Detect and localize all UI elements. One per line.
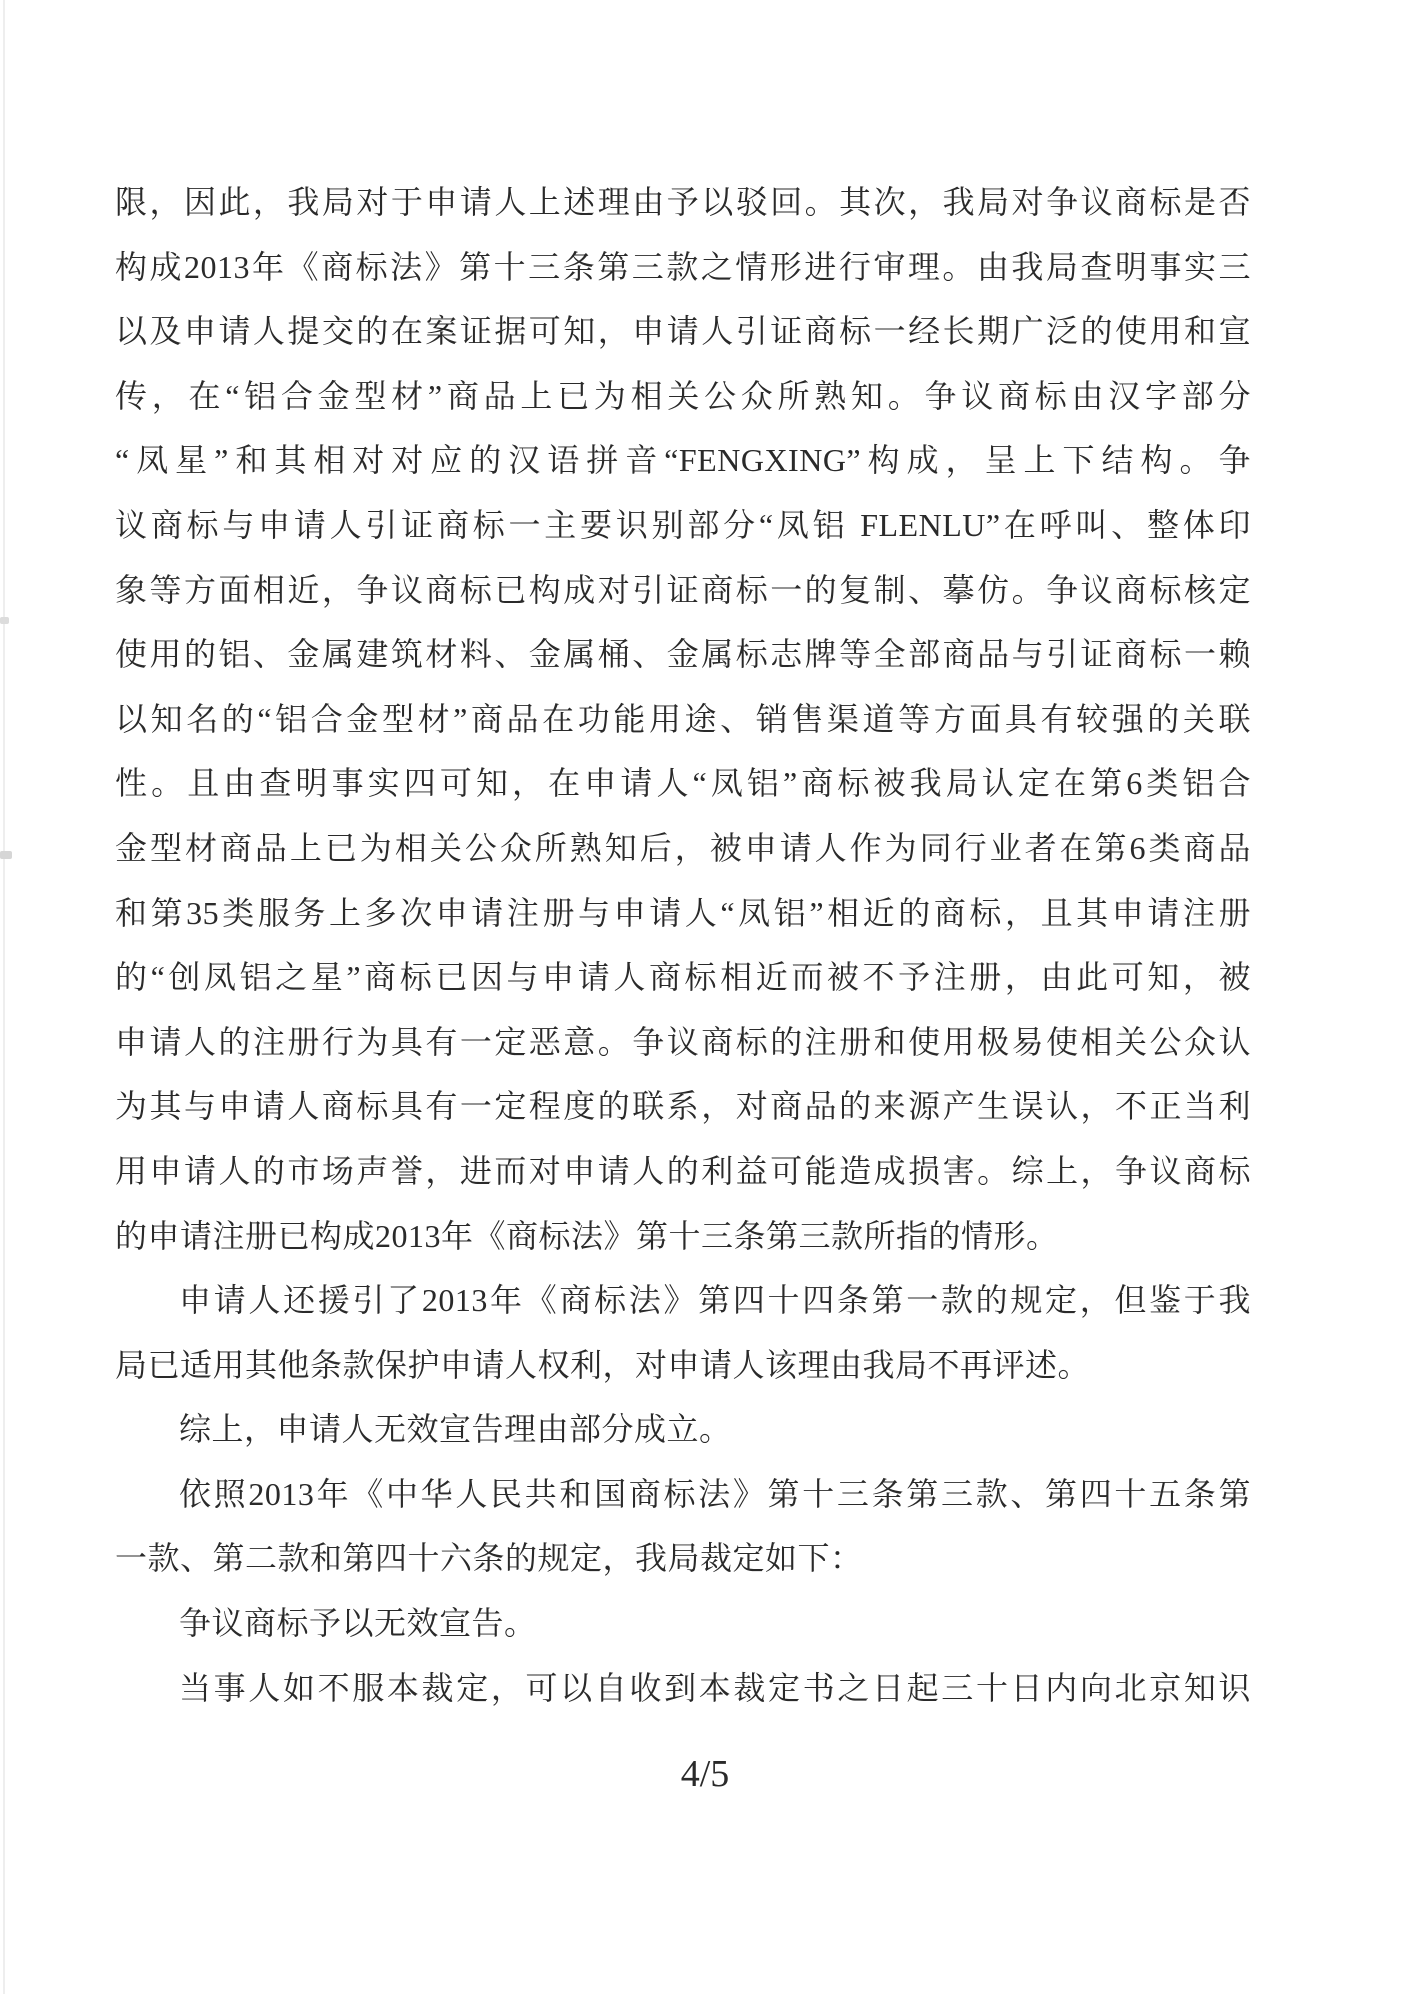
text-line: 以及申请人提交的在案证据可知，申请人引证商标一经长期广泛的使用和宣 <box>115 313 1251 350</box>
text-line: 一款、第二款和第四十六条的规定，我局裁定如下： <box>115 1540 863 1577</box>
scan-speck <box>0 617 9 624</box>
text-line: 综上，申请人无效宣告理由部分成立。 <box>179 1411 732 1448</box>
text-line: 用申请人的市场声誉，进而对申请人的利益可能造成损害。综上，争议商标 <box>115 1152 1251 1189</box>
text-line: 限，因此，我局对于申请人上述理由予以驳回。其次，我局对争议商标是否 <box>115 184 1251 220</box>
text-line: 性。且由查明事实四可知，在申请人“凤铝”商标被我局认定在第6类铝合 <box>115 765 1251 802</box>
scan-edge-artifact <box>3 0 5 1994</box>
text-line: 当事人如不服本裁定，可以自收到本裁定书之日起三十日内向北京知识 <box>179 1669 1251 1706</box>
text-line: 传，在“铝合金型材”商品上已为相关公众所熟知。争议商标由汉字部分 <box>115 377 1251 414</box>
text-line: 争议商标予以无效宣告。 <box>179 1605 537 1642</box>
text-line: 以知名的“铝合金型材”商品在功能用途、销售渠道等方面具有较强的关联 <box>115 700 1251 737</box>
text-line: 局已适用其他条款保护申请人权利，对申请人该理由我局不再评述。 <box>115 1346 1091 1383</box>
scan-speck <box>0 851 12 859</box>
text-line: “凤星”和其相对对应的汉语拼音“FENGXING”构成，呈上下结构。争 <box>115 442 1251 479</box>
text-line: 依照2013年《中华人民共和国商标法》第十三条第三款、第四十五条第 <box>179 1475 1251 1512</box>
text-line: 的“创凤铝之星”商标已因与申请人商标相近而被不予注册，由此可知，被 <box>115 959 1251 996</box>
text-line: 的申请注册已构成2013年《商标法》第十三条第三款所指的情形。 <box>115 1217 1059 1254</box>
text-line: 构成2013年《商标法》第十三条第三款之情形进行审理。由我局查明事实三 <box>115 248 1251 285</box>
text-line: 象等方面相近，争议商标已构成对引证商标一的复制、摹仿。争议商标核定 <box>115 571 1251 608</box>
text-line: 申请人的注册行为具有一定恶意。争议商标的注册和使用极易使相关公众认 <box>115 1023 1251 1060</box>
text-line: 为其与申请人商标具有一定程度的联系，对商品的来源产生误认，不正当利 <box>115 1088 1251 1125</box>
text-line: 使用的铝、金属建筑材料、金属桶、金属标志牌等全部商品与引证商标一赖 <box>115 636 1251 673</box>
text-line: 申请人还援引了2013年《商标法》第四十四条第一款的规定，但鉴于我 <box>179 1282 1251 1319</box>
text-line: 和第35类服务上多次申请注册与申请人“凤铝”相近的商标，且其申请注册 <box>115 894 1251 931</box>
page-number: 4/5 <box>680 1753 730 1795</box>
text-line: 金型材商品上已为相关公众所熟知后，被申请人作为同行业者在第6类商品 <box>115 829 1251 866</box>
text-line: 议商标与申请人引证商标一主要识别部分“凤铝 FLENLU”在呼叫、整体印 <box>115 506 1251 543</box>
document-body <box>115 170 1251 1720</box>
